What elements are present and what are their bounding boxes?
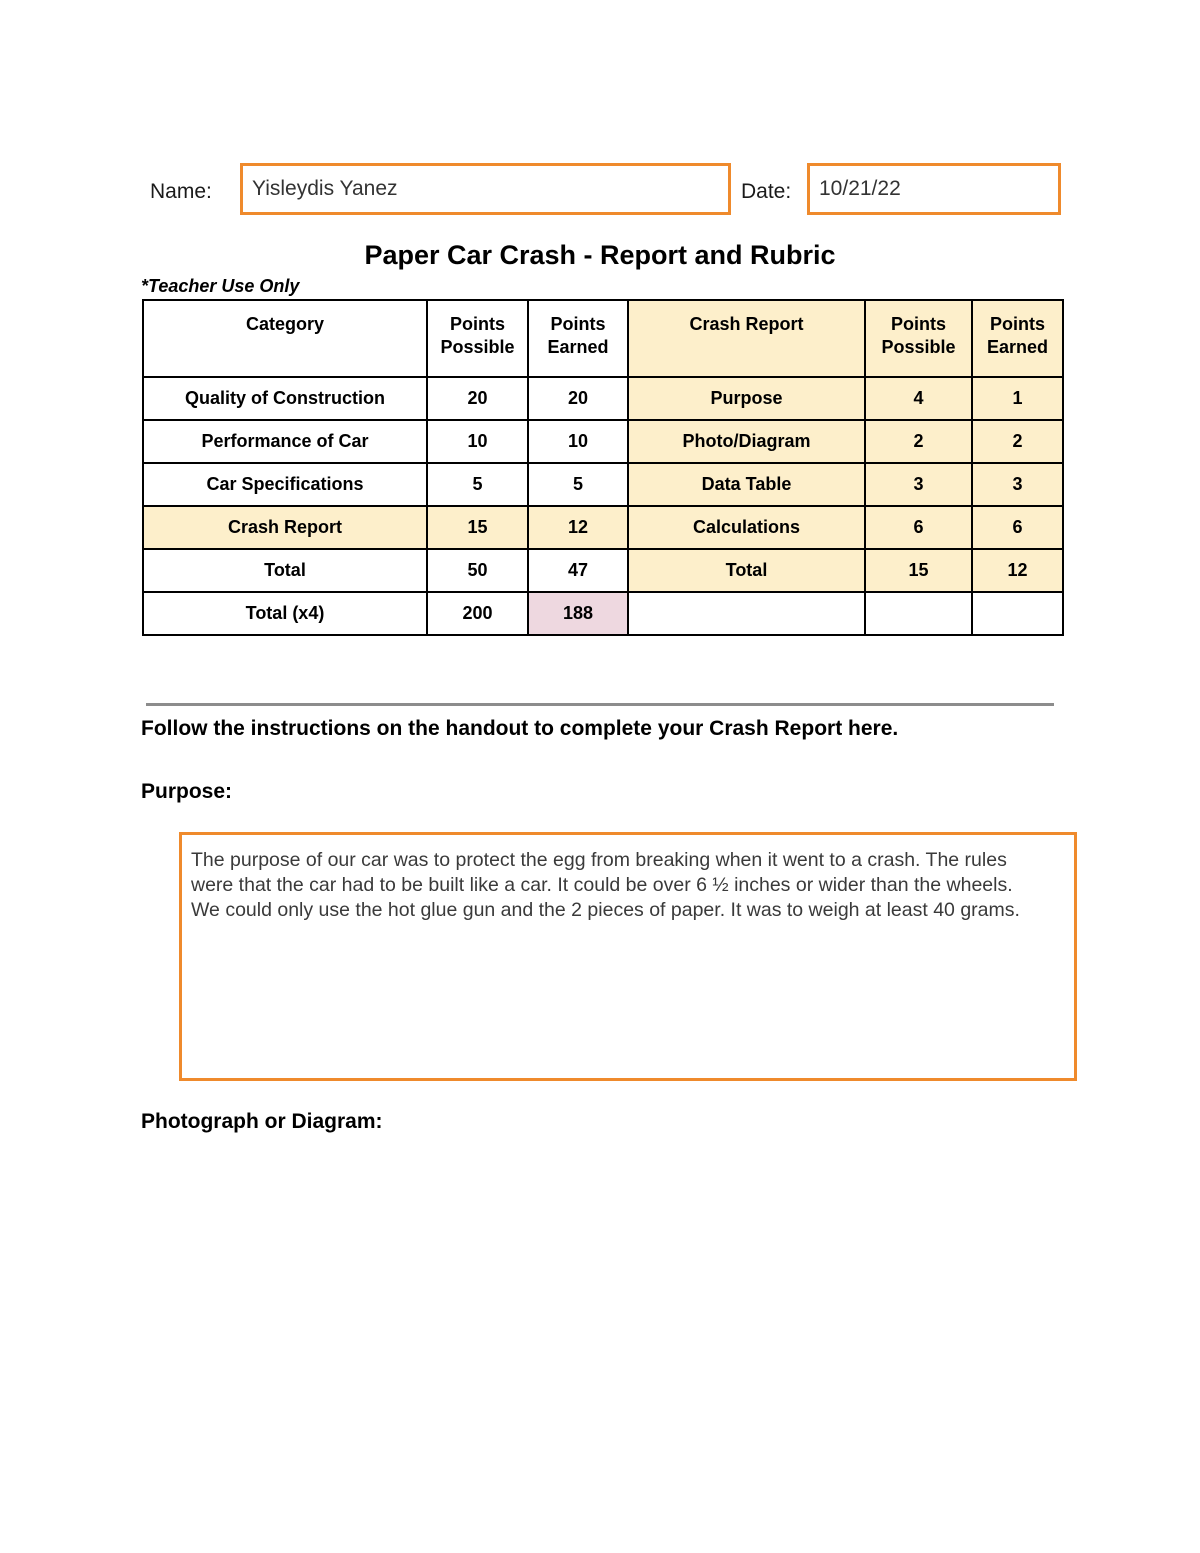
report-item-cell: Data Table bbox=[628, 463, 865, 506]
name-label: Name: bbox=[150, 180, 212, 203]
report-item-cell: Photo/Diagram bbox=[628, 420, 865, 463]
header-report-points-earned: Points Earned bbox=[972, 300, 1063, 377]
report-possible-cell: 6 bbox=[865, 506, 972, 549]
report-possible-cell: 4 bbox=[865, 377, 972, 420]
earned-cell: 10 bbox=[528, 420, 628, 463]
header-points-possible: Points Possible bbox=[427, 300, 528, 377]
report-item-cell bbox=[628, 592, 865, 635]
report-earned-cell: 2 bbox=[972, 420, 1063, 463]
earned-cell: 20 bbox=[528, 377, 628, 420]
rubric-table bbox=[142, 299, 1064, 636]
name-field[interactable]: Yisleydis Yanez bbox=[240, 163, 731, 215]
header-crash-report: Crash Report bbox=[628, 300, 865, 377]
category-cell: Quality of Construction bbox=[143, 377, 427, 420]
header-category: Category bbox=[143, 300, 427, 377]
category-cell: Total (x4) bbox=[143, 592, 427, 635]
header-report-points-possible: Points Possible bbox=[865, 300, 972, 377]
possible-cell: 15 bbox=[427, 506, 528, 549]
report-item-cell: Purpose bbox=[628, 377, 865, 420]
category-cell: Car Specifications bbox=[143, 463, 427, 506]
earned-cell: 47 bbox=[528, 549, 628, 592]
purpose-answer-box[interactable]: The purpose of our car was to protect the egg from breaking when it went to a crash. The rules were that the car had to be built like a car. It could be over 6 ½ inches or wider than the wheels. We could only use the hot glue gun and the 2 pieces of paper. It was to weigh at least 40 grams. bbox=[179, 832, 1077, 1081]
table-row bbox=[143, 549, 1063, 592]
table-row bbox=[143, 506, 1063, 549]
report-item-cell: Total bbox=[628, 549, 865, 592]
report-earned-cell: 12 bbox=[972, 549, 1063, 592]
date-field[interactable]: 10/21/22 bbox=[807, 163, 1061, 215]
possible-cell: 5 bbox=[427, 463, 528, 506]
report-earned-cell: 3 bbox=[972, 463, 1063, 506]
teacher-note: *Teacher Use Only bbox=[141, 276, 300, 296]
possible-cell: 20 bbox=[427, 377, 528, 420]
rubric-header-row bbox=[143, 300, 1063, 377]
section-divider bbox=[146, 703, 1054, 706]
report-earned-cell: 1 bbox=[972, 377, 1063, 420]
report-item-cell: Calculations bbox=[628, 506, 865, 549]
possible-cell: 10 bbox=[427, 420, 528, 463]
table-row bbox=[143, 592, 1063, 635]
final-grade-cell: 188 bbox=[528, 592, 628, 635]
table-row bbox=[143, 420, 1063, 463]
report-possible-cell bbox=[865, 592, 972, 635]
report-possible-cell: 2 bbox=[865, 420, 972, 463]
earned-cell: 5 bbox=[528, 463, 628, 506]
category-cell: Crash Report bbox=[143, 506, 427, 549]
page-title: Paper Car Crash - Report and Rubric bbox=[364, 240, 836, 270]
possible-cell: 200 bbox=[427, 592, 528, 635]
possible-cell: 50 bbox=[427, 549, 528, 592]
report-earned-cell bbox=[972, 592, 1063, 635]
category-cell: Total bbox=[143, 549, 427, 592]
report-earned-cell: 6 bbox=[972, 506, 1063, 549]
purpose-heading: Purpose: bbox=[141, 780, 233, 803]
date-label: Date: bbox=[741, 180, 792, 203]
earned-cell: 12 bbox=[528, 506, 628, 549]
report-possible-cell: 15 bbox=[865, 549, 972, 592]
table-row bbox=[143, 377, 1063, 420]
table-row bbox=[143, 463, 1063, 506]
header-points-earned: Points Earned bbox=[528, 300, 628, 377]
photo-heading: Photograph or Diagram: bbox=[141, 1110, 383, 1133]
category-cell: Performance of Car bbox=[143, 420, 427, 463]
instructions-text: Follow the instructions on the handout to complete your Crash Report here. bbox=[141, 717, 899, 740]
report-possible-cell: 3 bbox=[865, 463, 972, 506]
